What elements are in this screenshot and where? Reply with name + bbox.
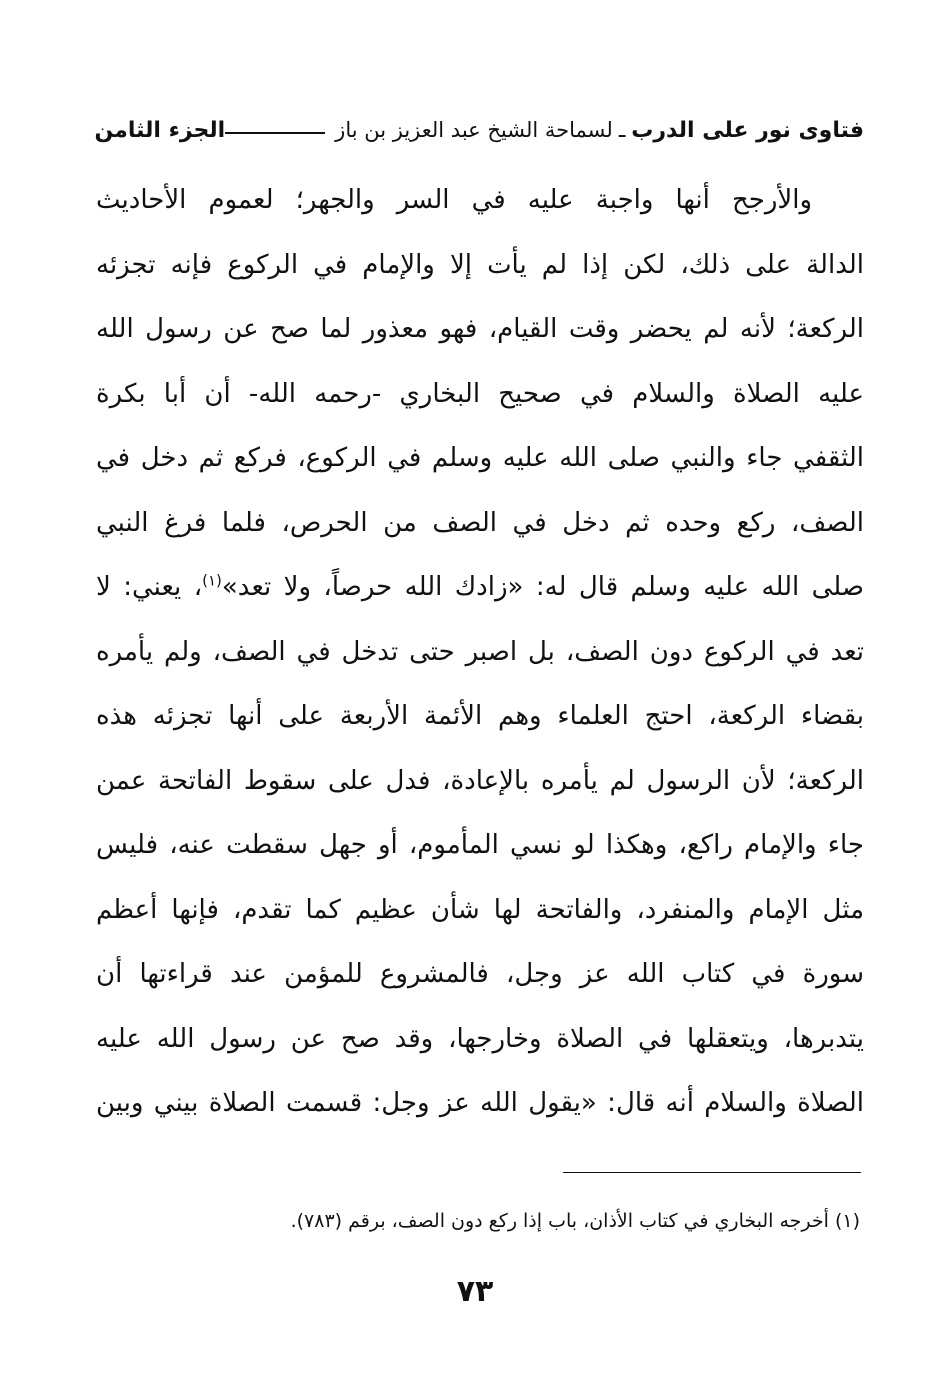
header-part-group [94, 118, 335, 143]
running-header [96, 110, 864, 150]
header-separator: ـ [618, 117, 626, 143]
header-part: الجزء الثامن [94, 117, 226, 143]
page-number: ٧٣ [456, 1274, 494, 1309]
header-author: لسماحة الشيخ عبد العزيز بن باز [335, 118, 613, 142]
body-line: الصف، ركع وحده ثم دخل في الصف من الحرص، فلما فرغ النبي [96, 507, 864, 538]
header-title-group [335, 118, 864, 143]
body-line: الدالة على ذلك، لكن إذا لم يأت إلا والإمام في الركوع فإنه تجزئه [96, 249, 864, 280]
body-line: مثل الإمام والمنفرد، والفاتحة لها شأن عظيم كما تقدم، فإنها أعظم [96, 894, 864, 925]
header-book-title: فتاوى نور على الدرب [631, 117, 864, 143]
footnote: (١) أخرجه البخاري في كتاب الأذان، باب إذا ركع دون الصف، برقم (٧٨٣). [290, 1210, 860, 1232]
body-line: عليه الصلاة والسلام في صحيح البخاري -رحمه الله- أن أبا بكرة [96, 378, 864, 409]
body-line-text: صلى الله عليه وسلم قال له: «زادك الله حرصاً، ولا تعد» [221, 572, 864, 602]
body-text [96, 168, 864, 1136]
body-line: بقضاء الركعة، احتج العلماء وهم الأئمة الأربعة على أنها تجزئه هذه [96, 701, 864, 731]
header-rule [225, 132, 325, 134]
body-line: تعد في الركوع دون الصف، بل اصبر حتى تدخل في الصف، ولم يأمره [96, 636, 864, 667]
body-line: الصلاة والسلام أنه قال: «يقول الله عز وجل: قسمت الصلاة بيني وبين [96, 1088, 864, 1118]
footnote-reference[interactable]: (١) [202, 571, 222, 590]
body-line: والأرجح أنها واجبة عليه في السر والجهر؛ لعموم الأحاديث [96, 185, 812, 215]
body-line-with-footnote [96, 555, 864, 620]
body-line: الثقفي جاء والنبي صلى الله عليه وسلم في الركوع، فركع ثم دخل في [96, 443, 864, 473]
body-line: سورة في كتاب الله عز وجل، فالمشروع للمؤمن عند قراءتها أن [96, 959, 864, 989]
body-line: الركعة؛ لأن الرسول لم يأمره بالإعادة، فدل على سقوط الفاتحة عمن [96, 765, 864, 796]
footnote-divider [563, 1172, 861, 1173]
body-line-tail: ، يعني: لا [96, 572, 203, 602]
body-line: الركعة؛ لأنه لم يحضر وقت القيام، فهو معذور لما صح عن رسول الله [96, 314, 864, 344]
body-line: يتدبرها، ويتعقلها في الصلاة وخارجها، وقد صح عن رسول الله عليه [96, 1023, 864, 1054]
body-line: جاء والإمام راكع، وهكذا لو نسي المأموم، أو جهل سقطت عنه، فليس [96, 830, 864, 860]
